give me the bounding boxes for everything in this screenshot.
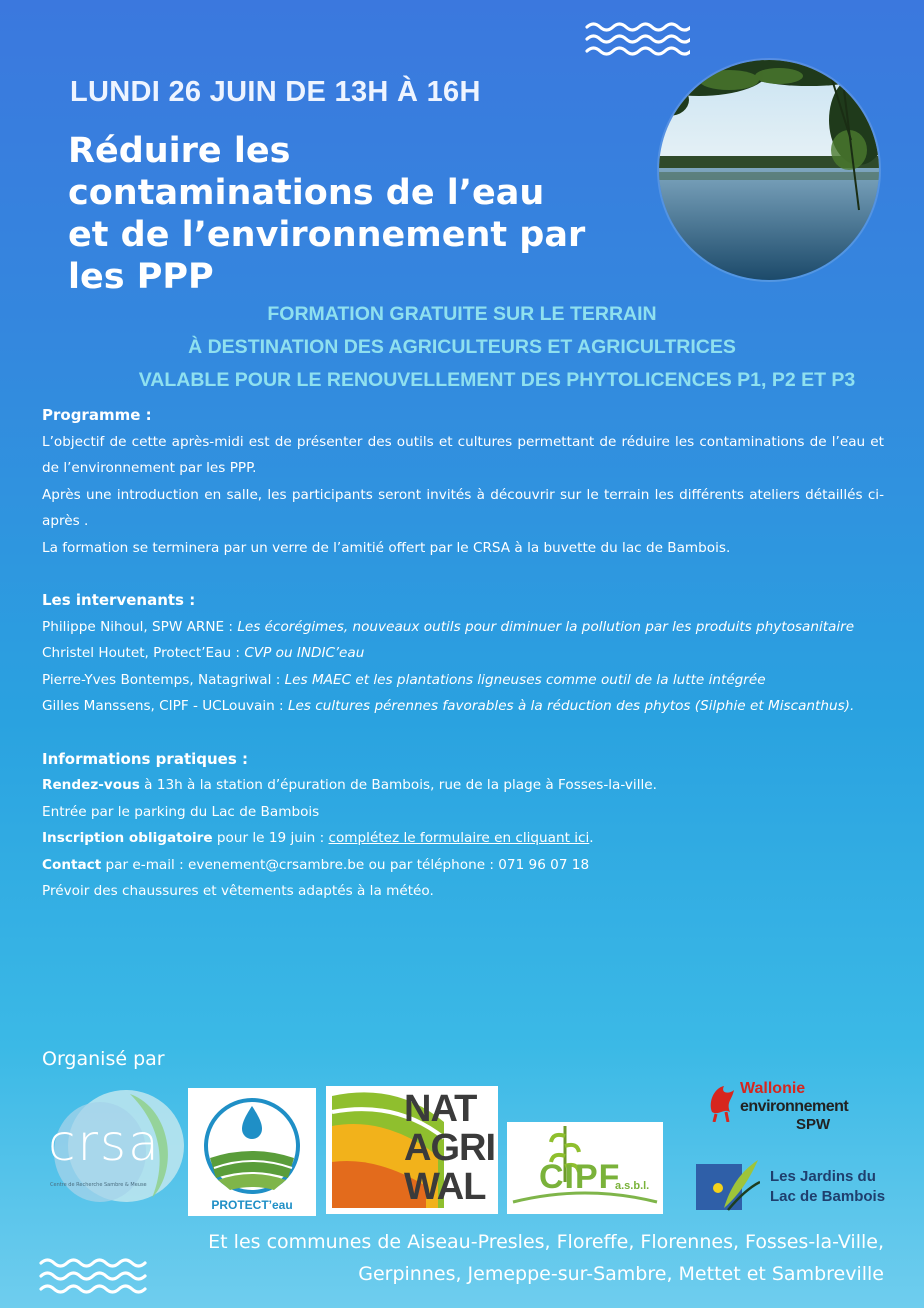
info-label: Contact xyxy=(42,856,102,873)
footer-line: Gerpinnes, Jemeppe-sur-Sambre, Mettet et Sambreville xyxy=(358,1263,884,1285)
speaker-name: Philippe Nihoul, SPW ARNE : xyxy=(42,618,238,635)
jardins-logo xyxy=(694,1158,894,1218)
speaker-name: Christel Houtet, Protect’Eau : xyxy=(42,645,245,661)
spacer xyxy=(42,720,884,746)
communes-footer xyxy=(0,1226,884,1290)
speaker-item xyxy=(42,614,884,641)
speaker-item xyxy=(42,693,884,720)
jardins-text: Lac de Bambois xyxy=(770,1188,886,1205)
subtitle-line-3: VALABLE POUR LE RENOUVELLEMENT DES PHYTOLICENCES P1, P2 ET P3 xyxy=(138,369,856,391)
protecteau-wordmark: PROTECT’eau xyxy=(211,1198,293,1212)
protecteau-logo xyxy=(188,1088,316,1216)
info-contact xyxy=(42,852,884,879)
content-body xyxy=(42,402,884,905)
wallonie-text: SPW xyxy=(796,1116,831,1133)
organise-label: Organisé par xyxy=(42,1048,165,1070)
wallonie-logo xyxy=(708,1080,888,1140)
page-title xyxy=(68,130,668,298)
speaker-item xyxy=(42,667,884,694)
info-label: Rendez-vous xyxy=(42,777,140,793)
cipf-logo xyxy=(507,1122,663,1214)
crsa-wordmark: crsa xyxy=(48,1114,161,1172)
natagriwal-wordmark xyxy=(404,1090,495,1207)
speaker-topic: Les écorégimes, nouveaux outils pour diminuer la pollution par les produits phytosanitaire xyxy=(237,618,855,635)
info-text: pour le 19 juin : xyxy=(212,830,329,846)
info-text: . xyxy=(589,830,594,846)
title-line: Réduire les xyxy=(68,131,291,171)
info-text: par e-mail : evenement@crsambre.be ou par téléphone : 071 96 07 18 xyxy=(101,856,590,873)
speaker-topic: Les cultures pérennes favorables à la réduction des phytos (Silphie et Miscanthus). xyxy=(287,698,855,714)
subtitle-line-2: À DESTINATION DES AGRICULTEURS ET AGRICULTRICES xyxy=(188,336,736,358)
jardins-text: Les Jardins du xyxy=(770,1168,876,1185)
natagriwal-logo xyxy=(326,1086,498,1214)
speaker-name: Pierre-Yves Bontemps, Natagriwal : xyxy=(42,671,285,688)
lake-photo xyxy=(659,60,879,280)
subtitle xyxy=(0,298,924,397)
intervenants-heading: Les intervenants : xyxy=(42,591,196,609)
info-entree: Entrée par le parking du Lac de Bambois xyxy=(42,803,320,820)
natagriwal-text: AGRI xyxy=(404,1127,495,1169)
programme-paragraph: La formation se terminera par un verre de l’amitié offert par le CRSA à la buvette du lac de Bambois. xyxy=(42,539,731,556)
wallonie-text: Wallonie xyxy=(740,1080,806,1097)
natagriwal-text: NAT xyxy=(404,1088,477,1130)
cipf-suffix: a.s.b.l. xyxy=(615,1180,650,1192)
speaker-topic: Les MAEC et les plantations ligneuses comme outil de la lutte intégrée xyxy=(284,671,766,688)
title-line: les PPP xyxy=(68,257,214,297)
footer-line: Et les communes de Aiseau-Presles, Floreffe, Florennes, Fosses-la-Ville, xyxy=(208,1231,884,1253)
title-line: et de l’environnement par xyxy=(68,215,586,255)
natagriwal-text: WAL xyxy=(404,1166,486,1208)
subtitle-line-1: FORMATION GRATUITE SUR LE TERRAIN xyxy=(267,303,657,325)
info-prevoir: Prévoir des chaussures et vêtements adaptés à la météo. xyxy=(42,883,434,899)
speaker-item xyxy=(42,640,884,667)
registration-form-link[interactable]: complétez le formulaire en cliquant ici xyxy=(328,830,590,846)
speaker-name: Gilles Manssens, CIPF - UCLouvain : xyxy=(42,698,288,714)
waves-decoration-top xyxy=(584,20,690,56)
programme-paragraph: Après une introduction en salle, les participants seront invités à découvrir sur le terrain les différents ateliers détaillés ci-après . xyxy=(42,486,884,529)
info-rdv xyxy=(42,772,884,799)
programme-heading: Programme : xyxy=(42,406,152,424)
title-line: contaminations de l’eau xyxy=(68,173,545,213)
spacer xyxy=(42,561,884,587)
infos-heading: Informations pratiques : xyxy=(42,749,248,768)
crsa-subtext: Centre de Recherche Sambre & Meuse xyxy=(50,1182,147,1188)
info-inscription xyxy=(42,825,884,852)
crsa-logo xyxy=(40,1088,185,1208)
info-text: à 13h à la station d’épuration de Bambois, rue de la plage à Fosses-la-ville. xyxy=(139,777,657,793)
cipf-wordmark: CIPF xyxy=(539,1158,621,1196)
info-label: Inscription obligatoire xyxy=(42,830,213,846)
wallonie-text: environnement xyxy=(740,1098,849,1115)
speaker-topic: CVP ou INDIC’eau xyxy=(244,645,365,661)
event-date: LUNDI 26 JUIN DE 13H À 16H xyxy=(70,76,481,108)
programme-paragraph: L’objectif de cette après-midi est de présenter des outils et cultures permettant de réduire les contaminations de l’eau et de l’environnement par les PPP. xyxy=(42,433,884,476)
